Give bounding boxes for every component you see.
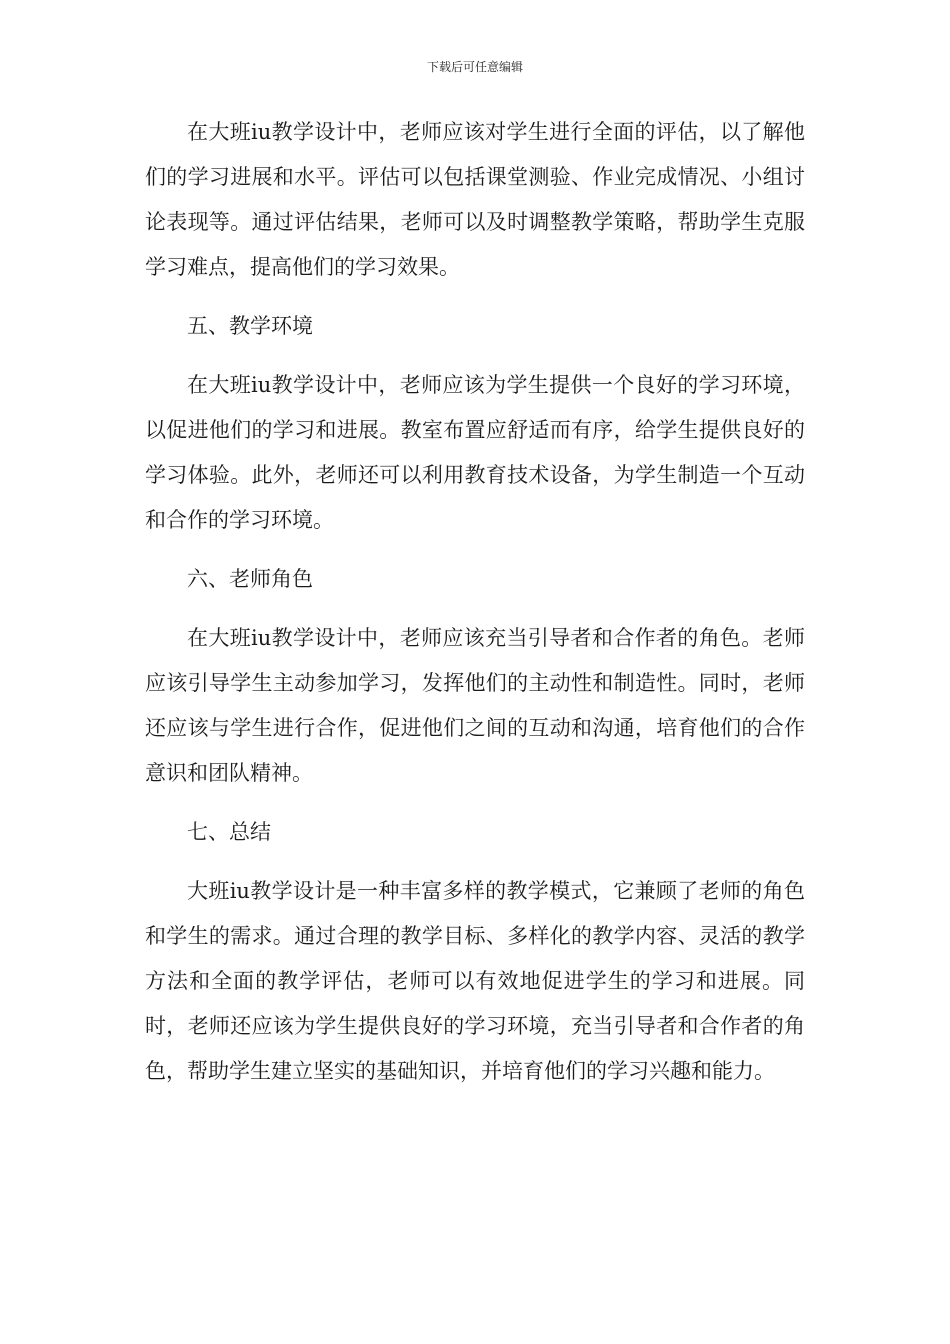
paragraph-assessment: 在大班iu教学设计中，老师应该对学生进行全面的评估，以了解他们的学习进展和水平。评估可以包括课堂测验、作业完成情况、小组讨论表现等。通过评估结果，老师可以及时调整教学策略，帮助学生克服学习难点，提高他们的学习效果。 (145, 120, 805, 279)
paragraph-teaching-environment: 在大班iu教学设计中，老师应该为学生提供一个良好的学习环境，以促进他们的学习和进展。教室布置应舒适而有序，给学生提供良好的学习体验。此外，老师还可以利用教育技术设备，为学生制造一个互动和合作的学习环境。 (145, 373, 805, 532)
heading-summary: 七、总结 (187, 820, 271, 844)
paragraph-summary: 大班iu教学设计是一种丰富多样的教学模式，它兼顾了老师的角色和学生的需求。通过合理的教学目标、多样化的教学内容、灵活的教学方法和全面的教学评估，老师可以有效地促进学生的学习和进展。同时，老师还应该为学生提供良好的学习环境，充当引导者和合作者的角色，帮助学生建立坚实的基础知识，并培育他们的学习兴趣和能力。 (145, 879, 805, 1083)
document-body (145, 110, 805, 1094)
heading-teaching-environment: 五、教学环境 (187, 314, 313, 338)
paragraph-teacher-role: 在大班iu教学设计中，老师应该充当引导者和合作者的角色。老师应该引导学生主动参加学习，发挥他们的主动性和制造性。同时，老师还应该与学生进行合作，促进他们之间的互动和沟通，培育他们的合作意识和团队精神。 (145, 626, 805, 785)
page-header: 下载后可任意编辑 (426, 60, 523, 74)
heading-teacher-role: 六、老师角色 (187, 567, 313, 591)
